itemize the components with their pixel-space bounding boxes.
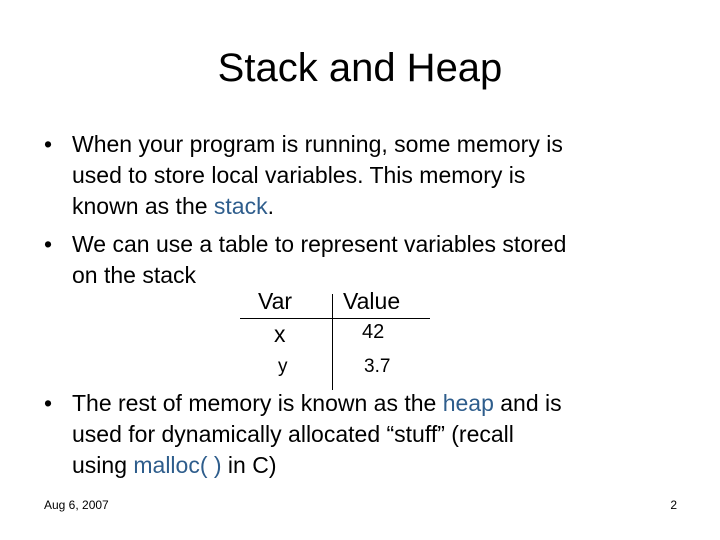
bullet-table — [44, 231, 684, 288]
text-run: and is — [493, 390, 562, 416]
slide-title: Stack and Heap — [217, 46, 503, 90]
bullet-line — [72, 193, 274, 219]
bullet-line: We can use a table to represent variables stored — [72, 231, 567, 257]
term-malloc: malloc( ) — [133, 452, 222, 478]
footer-date: Aug 6, 2007 — [44, 498, 109, 512]
bullet-line — [72, 452, 277, 478]
table-column-divider — [332, 294, 333, 390]
text-run: . — [267, 193, 274, 219]
bullet-heap — [44, 390, 684, 478]
bullet-line: used for dynamically allocated “stuff” (recall — [72, 421, 514, 447]
text-run: used to store local variables. This memory is — [72, 162, 526, 188]
bullet-marker: • — [44, 231, 53, 257]
bullet-marker: • — [44, 131, 53, 157]
bullet-stack — [44, 131, 684, 219]
bullet-marker: • — [44, 390, 53, 416]
text-run: known as the — [72, 193, 214, 219]
table-header-value: Value — [343, 288, 401, 314]
bullet-line — [72, 162, 525, 188]
variable-table — [240, 286, 430, 390]
term-stack: stack — [213, 193, 268, 219]
text-run: The rest of memory is known as the — [72, 390, 443, 416]
table-cell-value: 3.7 — [364, 356, 391, 377]
table-cell-value: 42 — [362, 321, 385, 343]
bullet-line: on the stack — [72, 262, 197, 288]
text-run: in C) — [221, 452, 277, 478]
bullet-line — [72, 390, 562, 416]
term-heap: heap — [442, 390, 494, 416]
table-header-var: Var — [258, 288, 293, 314]
text-run: using — [72, 452, 134, 478]
page-number: 2 — [670, 498, 677, 512]
table-header-rule — [240, 318, 430, 319]
bullet-line: When your program is running, some memory is — [72, 131, 563, 157]
table-cell-var: y — [278, 356, 288, 377]
table-cell-var: x — [274, 321, 286, 347]
